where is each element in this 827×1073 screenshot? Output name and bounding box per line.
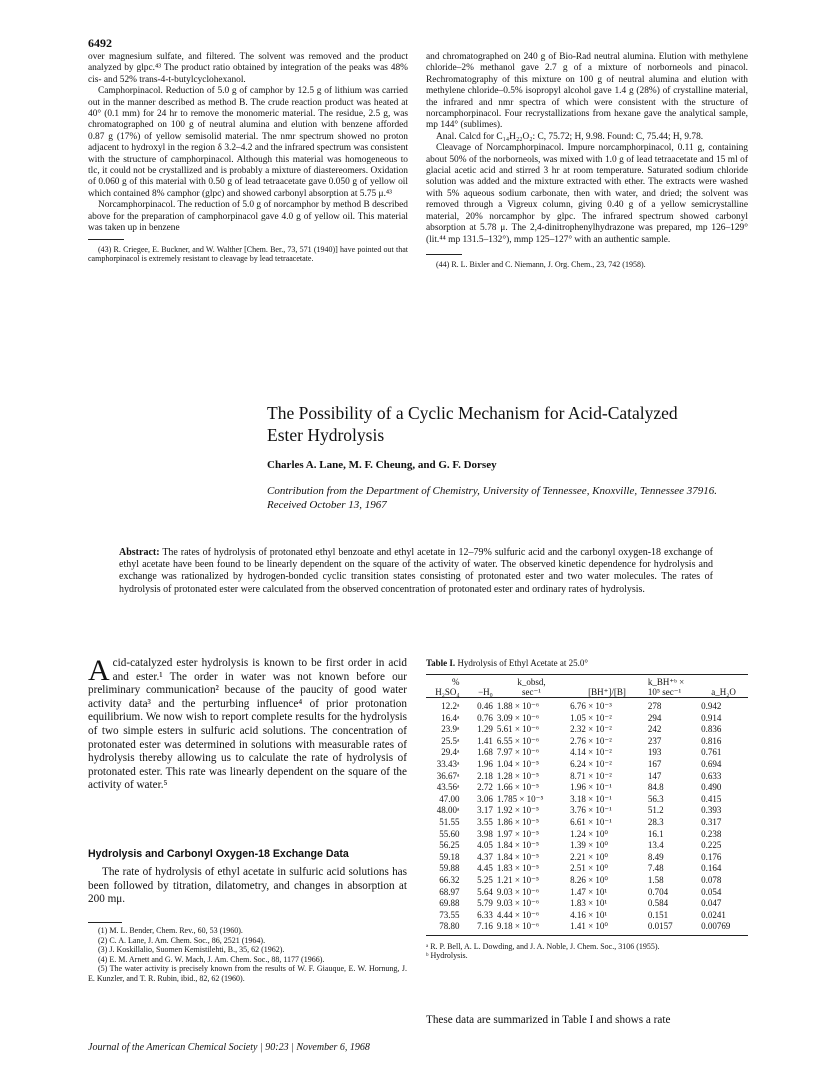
table-header: k_BH⁺ᵇ × [646, 675, 699, 688]
table-cell: 47.00 [439, 793, 460, 804]
table-row [426, 921, 748, 935]
table-row [426, 747, 748, 759]
right-paragraph: Anal. Calcd for C₁₄H₂₂O₂: C, 75.72; H, 9.98. Found: C, 75.44; H, 9.78. [436, 131, 704, 142]
intro-text: cid-catalyzed ester hydrolysis is known to be first order in acid and ester.¹ The order in water was not known before our preliminary communication² because of the paucity of good water activity data³ and the perturbing influence⁴ of prior protonation equilibrium. We now wish to report complete results for the hydrolysis of two simple esters in sulfuric acid solutions. The concentration of protonated ester was determined in solutions with measurable rates of hydrolysis thereby allowing us to calculate the rate of hydrolysis of protonated ester. This rate was linearly dependent on the square of the activity of water.⁵ [88, 657, 407, 792]
table-cell: 1.97 × 10⁻⁵ [496, 828, 540, 839]
left-footnote: (43) R. Criegee, E. Buckner, and W. Walther [Chem. Ber., 73, 571 (1940)] have pointed out that camphorpinacol is extremely resistant to cleavage by lead tetraacetate. [88, 244, 408, 264]
reference-item: (4) E. M. Arnett and G. W. Mach, J. Am. Chem. Soc., 88, 1177 (1966). [98, 954, 325, 964]
table-cell: 4.16 × 10¹ [570, 909, 608, 920]
table-caption: Table I. Hydrolysis of Ethyl Acetate at 25.0° [426, 658, 589, 668]
table-cell: 12.2ᵃ [441, 701, 460, 711]
table-cell: 9.18 × 10⁻⁶ [495, 921, 568, 935]
table-cell: 1.47 × 10¹ [570, 886, 608, 897]
table-cell: 1.66 × 10⁻⁵ [496, 782, 540, 793]
table-cell: 0.238 [701, 828, 722, 839]
table-cell: 2.72 [477, 782, 493, 793]
table-cell: 2.76 × 10⁻² [570, 735, 612, 746]
table-header: H₂SO₄ [426, 687, 462, 698]
table-cell: 1.86 × 10⁻⁵ [496, 816, 540, 827]
table-header: 10⁵ sec⁻¹ [646, 687, 699, 698]
data-table [426, 674, 748, 936]
footnote-rule [88, 239, 124, 240]
table-cell: 9.03 × 10⁻⁶ [496, 898, 540, 909]
table-cell: 4.44 × 10⁻⁶ [496, 909, 540, 920]
page-number: 6492 [88, 36, 112, 50]
table-cell: 0.942 [701, 701, 722, 711]
table-cell: 84.8 [647, 782, 664, 793]
table-row [426, 724, 748, 736]
table-row [426, 875, 748, 887]
right-column [426, 52, 748, 270]
table-header [462, 675, 495, 688]
section-paragraph: The rate of hydrolysis of ethyl acetate in sulfuric acid solutions has been followed by titration, dilatometry, and changes in absorption at 200 mμ. [88, 866, 407, 906]
table-cell: 48.00ᵃ [436, 805, 460, 816]
table-cell: 6.24 × 10⁻² [570, 758, 612, 769]
reference-item: (2) C. A. Lane, J. Am. Chem. Soc., 86, 2521 (1964). [98, 935, 266, 945]
table-cell: 294 [647, 712, 662, 723]
table-row [426, 771, 748, 783]
table-cell: 1.83 × 10⁻⁵ [496, 863, 540, 874]
footnote-rule [426, 254, 462, 255]
table-cell: 68.97 [439, 886, 460, 897]
table-row [426, 698, 748, 713]
table-cell: 1.68 [477, 747, 493, 758]
table-header: k_obsd, [495, 675, 568, 688]
table-cell: 3.98 [477, 828, 493, 839]
left-paragraph: Camphorpinacol. Reduction of 5.0 g of camphor by 12.5 g of lithium was carried out in the manner described as method B. The crude reaction product was heated at 40° (0.1 mm) for 24 hr to remove the monomeric material. The residue, 2.5 g, was chromatographed on 100 g of neutral alumina and elution with benzene afforded 0.87 g (17%) of yellow semisolid material. The nmr spectrum showed no proton adjacent to hydroxyl in the region δ 3.2–4.2 and the infrared spectrum was consistent with the structure of camphorpinacol. Although this material was homogeneous to tlc, it could not be crystallized and is probably a mixture of diastereomers. Oxidation of 0.060 g of this material with 0.50 g of lead tetraacetate gave 0.050 g of yellow oil which contained 8% camphor (glpc) and showed carbonyl absorption at 5.75 μ.⁴³ [88, 86, 408, 199]
table-cell: 16.4ᵃ [441, 712, 460, 723]
table-cell: 242 [647, 724, 662, 735]
right-footnote: (44) R. L. Bixler and C. Niemann, J. Org. Chem., 23, 742 (1958). [436, 259, 646, 269]
article-title: The Possibility of a Cyclic Mechanism for Acid-Catalyzed Ester Hydrolysis [267, 403, 678, 445]
table-row [426, 829, 748, 841]
table-row [426, 898, 748, 910]
table-cell: 0.164 [701, 863, 722, 874]
table-cell: 2.18 [477, 770, 493, 781]
table-cell: 6.33 [477, 909, 493, 920]
section-heading: Hydrolysis and Carbonyl Oxygen-18 Exchange Data [88, 848, 349, 860]
table-cell: 1.96 × 10⁻¹ [570, 782, 612, 793]
table-cell: 0.46 [477, 701, 493, 711]
reference-item: (1) M. L. Bender, Chem. Rev., 60, 53 (1960). [98, 926, 243, 935]
table-cell: 4.45 [477, 863, 493, 874]
left-paragraph: Norcamphorpinacol. The reduction of 5.0 g of norcamphor by method B described above for the preparation of camphorpinacol gave 4.0 g of yellow oil. This material was taken up in benzene [88, 200, 408, 234]
table-cell: 0.393 [701, 805, 722, 816]
table-cell: 0.76 [477, 712, 493, 723]
table-cell: 1.21 × 10⁻⁵ [496, 874, 540, 885]
table-cell: 0.836 [701, 724, 722, 735]
table-cell: 59.18 [439, 851, 460, 862]
table-cell: 0.633 [701, 770, 722, 781]
table-row [426, 794, 748, 806]
table-cell: 25.5ᵃ [441, 735, 460, 746]
table-cell: 69.88 [439, 898, 460, 909]
table-cell: 1.84 × 10⁻⁵ [496, 840, 540, 851]
references [88, 922, 407, 984]
table-cell: 1.29 [477, 724, 493, 735]
table-cell: 1.96 [477, 758, 493, 769]
table-row [426, 863, 748, 875]
footnote-rule [88, 922, 122, 923]
table-header: % [426, 675, 462, 688]
table-notes [426, 942, 748, 961]
table-cell: 1.24 × 10⁰ [570, 828, 609, 839]
table-cell: 7.16 [462, 921, 495, 935]
table-cell: 59.88 [439, 863, 460, 874]
table-cell: 1.05 × 10⁻² [570, 712, 612, 723]
table-cell: 5.64 [477, 886, 493, 897]
table-cell: 51.2 [647, 805, 664, 816]
table-cell: 56.25 [439, 840, 460, 851]
abstract [119, 547, 713, 596]
table-cell: 167 [647, 758, 662, 769]
table-cell: 28.3 [647, 816, 664, 827]
table-cell: 6.76 × 10⁻³ [570, 701, 612, 711]
table-row [426, 713, 748, 725]
table-cell: 237 [647, 735, 662, 746]
article-affiliation: Contribution from the Department of Chemistry, University of Tennessee, Knoxville, Tennessee 37916. Received October 13, 1967 [267, 485, 718, 511]
table-cell: 278 [647, 701, 662, 711]
table-cell: 0.0241 [701, 909, 726, 920]
table-row [426, 805, 748, 817]
table-cell: 1.84 × 10⁻⁵ [496, 851, 540, 862]
table-cell: 4.14 × 10⁻² [570, 747, 612, 758]
table-cell: 6.61 × 10⁻¹ [570, 816, 612, 827]
table-cell: 51.55 [439, 816, 460, 827]
table-cell: 3.09 × 10⁻⁶ [496, 712, 540, 723]
abstract-label: Abstract: [119, 547, 160, 558]
table-cell: 1.83 × 10¹ [570, 898, 608, 909]
table-note-b: ᵇ Hydrolysis. [426, 951, 468, 961]
table-header [568, 675, 646, 688]
table-row [426, 736, 748, 748]
table-row [426, 887, 748, 899]
table-cell: 0.176 [701, 851, 722, 862]
table-cell: 1.04 × 10⁻⁵ [496, 758, 540, 769]
table-cell: 1.92 × 10⁻⁵ [496, 805, 540, 816]
article-authors: Charles A. Lane, M. F. Cheung, and G. F. Dorsey [267, 459, 497, 471]
table-cell: 2.51 × 10⁰ [570, 863, 609, 874]
table-cell: 5.25 [477, 874, 493, 885]
continuation-text: These data are summarized in Table I and shows a rate [426, 1014, 671, 1026]
table-cell: 0.415 [701, 793, 722, 804]
table-cell: 55.60 [439, 828, 460, 839]
table-cell: 16.1 [647, 828, 664, 839]
table-cell: 2.21 × 10⁰ [570, 851, 609, 862]
table-cell: 0.225 [701, 840, 722, 851]
table-cell: 0.151 [647, 909, 669, 920]
table-cell: 36.67ᵃ [436, 770, 460, 781]
table-header: a_H₂O [699, 687, 748, 698]
table-cell: 0.914 [701, 712, 722, 723]
table-row [426, 782, 748, 794]
table-cell: 1.88 × 10⁻⁶ [496, 701, 540, 711]
table-cell: 3.55 [477, 816, 493, 827]
journal-footer: Journal of the American Chemical Society | 90:23 | November 6, 1968 [88, 1042, 370, 1053]
table-cell: 0.584 [647, 898, 669, 909]
drop-cap: A [88, 654, 110, 687]
table-cell: 4.37 [477, 851, 493, 862]
left-paragraph: over magnesium sulfate, and filtered. The solvent was removed and the product analyzed by glpc.⁴³ The product ratio obtained by integration of the peaks was 48% cis- and 52% trans-4-t-butylcyclohexanol. [88, 52, 408, 85]
right-paragraph: Cleavage of Norcamphorpinacol. Impure norcamphorpinacol, 0.11 g, containing about 50% of the norborneols, was mixed with 1.0 g of lead tetraacetate and 15 ml of glacial acetic acid and stirred 3 hr at room temperature. Saturated sodium chloride solution was added and the mixture extracted with ether. The extracts were washed with 5% aqueous sodium carbonate, then with water, and dried; the solvent was removed through a Vigreux column, giving 0.40 g of a yellow semicrystalline material, 20% norcamphor by glpc. The infrared spectrum showed carbonyl absorption at 5.78 μ. The 2,4-dinitrophenylhydrazone was prepared, mp 126–129° (lit.⁴⁴ mp 131.5–132°), mmp 125–127° with an authentic sample. [426, 143, 748, 245]
table-cell: 66.32 [439, 874, 460, 885]
table-cell: 29.4ᵃ [441, 747, 460, 758]
table-cell: 0.047 [701, 898, 722, 909]
table-cell: 73.55 [439, 909, 460, 920]
table-cell: 6.55 × 10⁻⁶ [496, 735, 540, 746]
table-cell: 8.49 [647, 851, 664, 862]
table-row [426, 840, 748, 852]
table-row [426, 759, 748, 771]
table-cell: 1.58 [647, 874, 664, 885]
table-block [426, 658, 748, 961]
table-row [426, 852, 748, 864]
table-cell: 3.18 × 10⁻¹ [570, 793, 612, 804]
table-cell: 78.80 [426, 921, 462, 935]
table-cell: 33.43ᵃ [436, 758, 460, 769]
table-header [699, 675, 748, 688]
left-column [88, 52, 408, 264]
table-cell: 5.61 × 10⁻⁶ [496, 724, 540, 735]
table-cell: 0.816 [701, 735, 722, 746]
abstract-text: The rates of hydrolysis of protonated ethyl benzoate and ethyl acetate in 12–79% sulfuric acid and the carbonyl oxygen-18 exchange of ethyl acetate have been found to be linearly dependent on the square of the activity of water. The observed kinetic dependence for hydrolysis and exchange was rationalized by hydrogen-bonded cyclic transition states consisting of protonated ester and two water molecules. The rates of hydrolysis of protonated ester were calculated from the observed concentration of protonated ester and ordinary rates of hydrolysis. [119, 547, 714, 595]
table-header: [BH⁺]/[B] [568, 687, 646, 698]
table-note-a: ᵃ R. P. Bell, A. L. Dowding, and J. A. Noble, J. Chem. Soc., 3106 (1955). [426, 941, 660, 951]
table-cell: 0.317 [701, 816, 722, 827]
table-cell: 2.32 × 10⁻² [570, 724, 612, 735]
table-cell: 43.56ᵃ [436, 782, 460, 793]
reference-item: (3) J. Koskillalio, Suomen Kemistilehti, B., 35, 62 (1962). [98, 945, 285, 955]
right-paragraph: and chromatographed on 240 g of Bio-Rad neutral alumina. Elution with methylene chloride–2% methanol gave 2.7 g of a mixture of norborneols and pinacol. Rechromatography of this mixture on 100 g of neutral alumina and elution with methylene chloride–0.5% isopropyl alcohol gave 1.4 g (28%) of crystalline material, the infrared and nmr spectra of which were consistent with the structure of norcamphorpinacol. Four recrystallizations from hexane gave the analytical sample, mp 144° (sublimes). [426, 52, 748, 131]
table-cell: 3.06 [477, 793, 493, 804]
table-cell: 0.704 [647, 886, 669, 897]
table-cell: 193 [647, 747, 662, 758]
table-cell: 8.26 × 10⁰ [570, 874, 609, 885]
table-cell: 3.76 × 10⁻¹ [570, 805, 612, 816]
table-cell: 4.05 [477, 840, 493, 851]
table-cell: 5.79 [477, 898, 493, 909]
table-cell: 1.41 [477, 735, 493, 746]
table-cell: 7.97 × 10⁻⁶ [496, 747, 540, 758]
table-cell: 13.4 [647, 840, 664, 851]
table-cell: 23.9ᵃ [441, 724, 460, 735]
reference-item: (5) The water activity is precisely known from the results of W. F. Giauque, E. W. Hornung, J. E. Kunzler, and T. R. Rubin, ibid., 82, 62 (1960). [88, 964, 407, 983]
table-cell: 1.41 × 10⁰ [568, 921, 646, 935]
table-cell: 0.694 [701, 758, 722, 769]
table-header: −H₀ [462, 687, 495, 698]
table-cell: 1.28 × 10⁻⁵ [496, 770, 540, 781]
table-cell: 0.078 [701, 874, 722, 885]
table-row [426, 817, 748, 829]
table-cell: 1.39 × 10⁰ [570, 840, 609, 851]
table-cell: 0.00769 [699, 921, 748, 935]
table-cell: 147 [647, 770, 662, 781]
table-cell: 1.785 × 10⁻⁵ [496, 793, 544, 804]
table-body [426, 698, 748, 936]
table-cell: 0.761 [701, 747, 722, 758]
table-cell: 0.490 [701, 782, 722, 793]
table-cell: 0.054 [701, 886, 722, 897]
table-cell: 0.0157 [646, 921, 699, 935]
table-row [426, 910, 748, 922]
intro-paragraph [88, 654, 407, 793]
table-cell: 56.3 [647, 793, 664, 804]
table-cell: 3.17 [477, 805, 493, 816]
table-cell: 7.48 [647, 863, 664, 874]
table-cell: 8.71 × 10⁻² [570, 770, 612, 781]
table-cell: 9.03 × 10⁻⁶ [496, 886, 540, 897]
table-header: sec⁻¹ [495, 687, 568, 698]
